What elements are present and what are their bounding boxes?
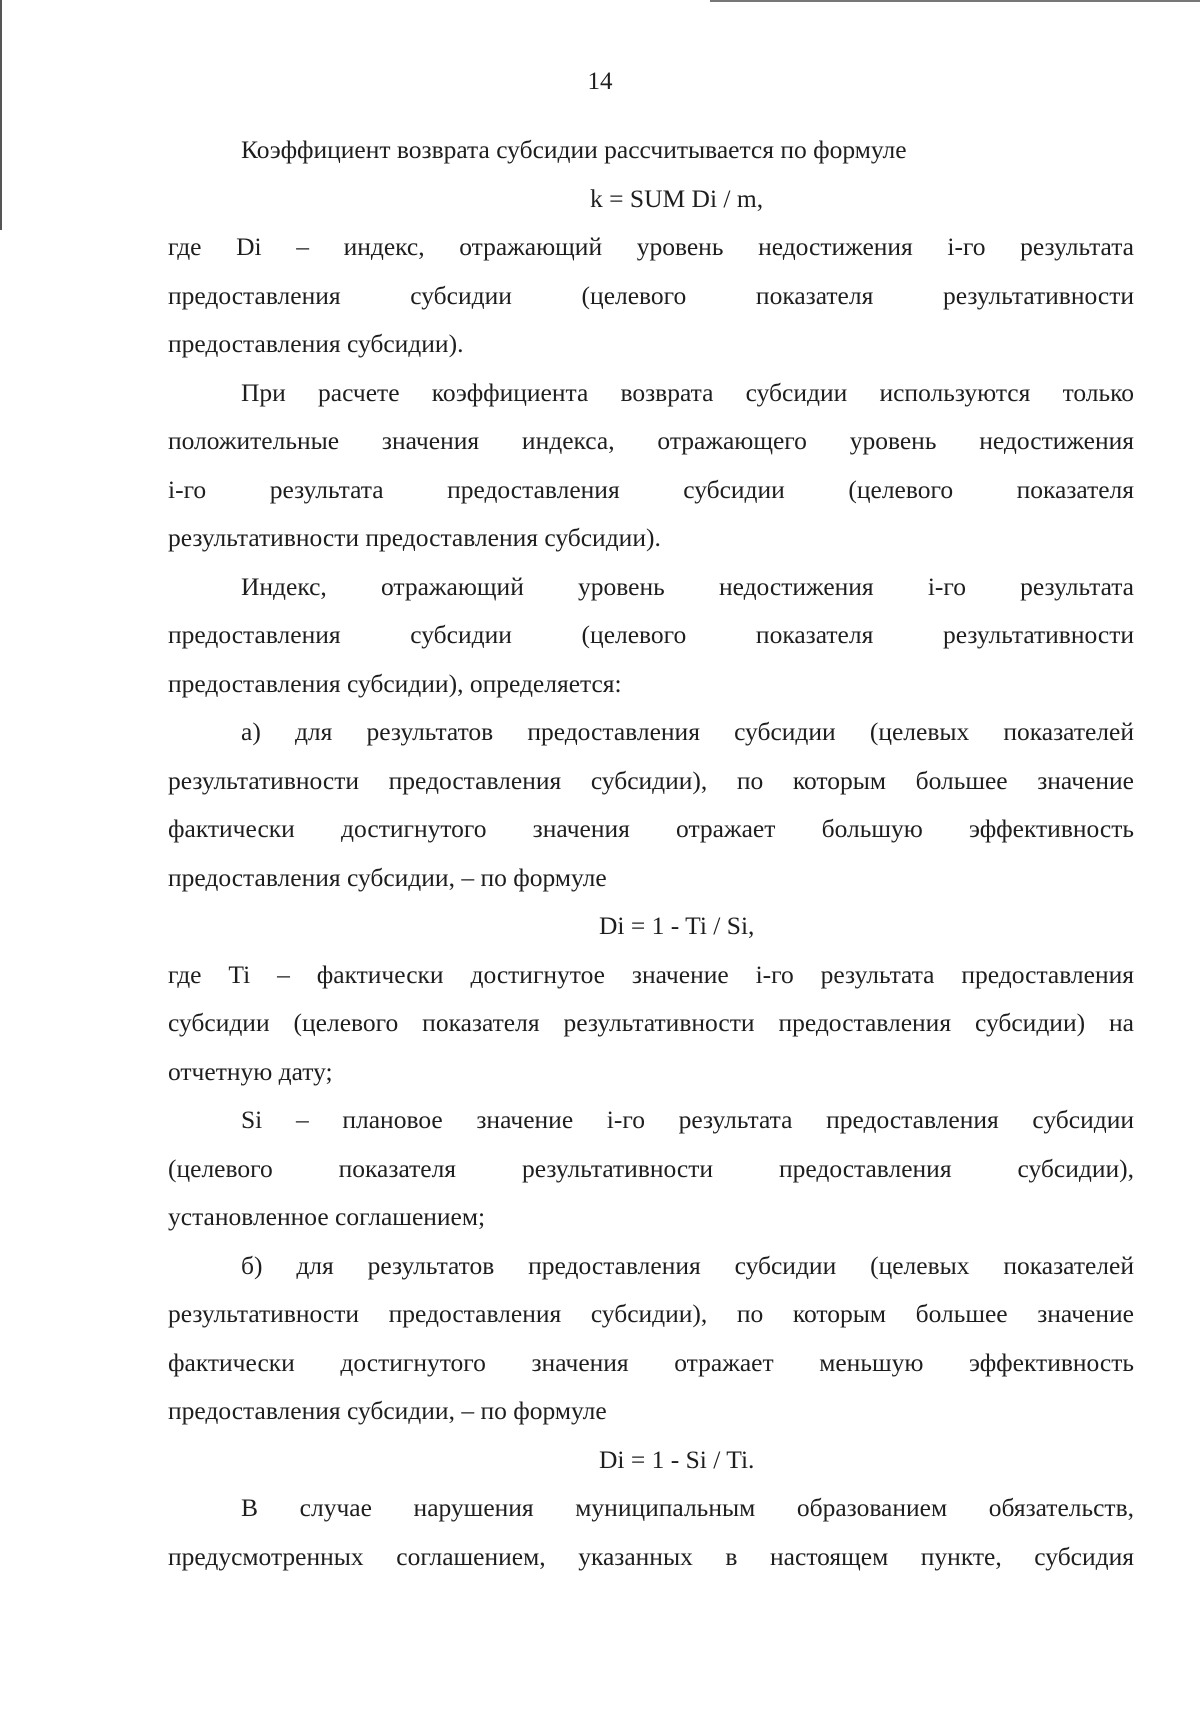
- paragraph-item-a-line3: фактически достигнутого значения отражает большую эффективность: [168, 814, 1134, 843]
- paragraph-si-definition-line1: Si – плановое значение i-го результата предоставления субсидии: [241, 1105, 1134, 1134]
- paragraph-ti-definition-line2: субсидии (целевого показателя результативности предоставления субсидии) на: [168, 1008, 1134, 1037]
- scan-edge-left: [0, 0, 2, 230]
- paragraph-di-definition-line1: где Di – индекс, отражающий уровень недостижения i-го результата: [168, 232, 1134, 261]
- paragraph-index-line3: предоставления субсидии), определяется:: [168, 668, 622, 698]
- paragraph-item-b-line4: предоставления субсидии, – по формуле: [168, 1396, 607, 1425]
- paragraph-si-definition-line2: (целевого показателя результативности предоставления субсидии),: [168, 1153, 1134, 1183]
- paragraph-ti-definition-line1: где Ti – фактически достигнутое значение i-го результата предоставления: [168, 959, 1134, 989]
- paragraph-coefficient-intro: Коэффициент возврата субсидии рассчитывается по формуле: [241, 135, 907, 164]
- paragraph-violation-line1: В случае нарушения муниципальным образованием обязательств,: [241, 1493, 1134, 1522]
- scan-edge-top: [710, 0, 1200, 2]
- paragraph-ti-definition-line3: отчетную дату;: [168, 1056, 333, 1086]
- paragraph-item-a-line1: а) для результатов предоставления субсидии (целевых показателей: [241, 717, 1134, 746]
- formula-di-b: Di = 1 - Si / Ti.: [599, 1444, 755, 1474]
- paragraph-positive-values-line1: При расчете коэффициента возврата субсидии используются только: [241, 377, 1134, 407]
- paragraph-item-b-line1: б) для результатов предоставления субсидии (целевых показателей: [241, 1250, 1134, 1280]
- paragraph-positive-values-line4: результативности предоставления субсидии).: [168, 523, 661, 552]
- paragraph-item-b-line3: фактически достигнутого значения отражает меньшую эффективность: [168, 1347, 1134, 1377]
- paragraph-item-a-line4: предоставления субсидии, – по формуле: [168, 862, 607, 892]
- formula-di-a: Di = 1 - Ti / Si,: [599, 911, 755, 940]
- paragraph-positive-values-line2: положительные значения индекса, отражающего уровень недостижения: [168, 426, 1134, 455]
- paragraph-positive-values-line3: i-го результата предоставления субсидии (целевого показателя: [168, 474, 1134, 504]
- paragraph-si-definition-line3: установленное соглашением;: [168, 1202, 486, 1231]
- paragraph-item-a-line2: результативности предоставления субсидии), по которым большее значение: [168, 765, 1134, 795]
- page-number: 14: [587, 68, 613, 95]
- document-body: [168, 126, 1134, 1581]
- paragraph-index-line1: Индекс, отражающий уровень недостижения i-го результата: [241, 571, 1134, 601]
- paragraph-index-line2: предоставления субсидии (целевого показателя результативности: [168, 620, 1134, 649]
- formula-k: k = SUM Di / m,: [590, 183, 764, 213]
- paragraph-di-definition-line3: предоставления субсидии).: [168, 329, 464, 358]
- paragraph-violation-line2: предусмотренных соглашением, указанных в настоящем пункте, субсидия: [168, 1541, 1134, 1571]
- paragraph-item-b-line2: результативности предоставления субсидии), по которым большее значение: [168, 1299, 1134, 1328]
- paragraph-di-definition-line2: предоставления субсидии (целевого показателя результативности: [168, 280, 1134, 310]
